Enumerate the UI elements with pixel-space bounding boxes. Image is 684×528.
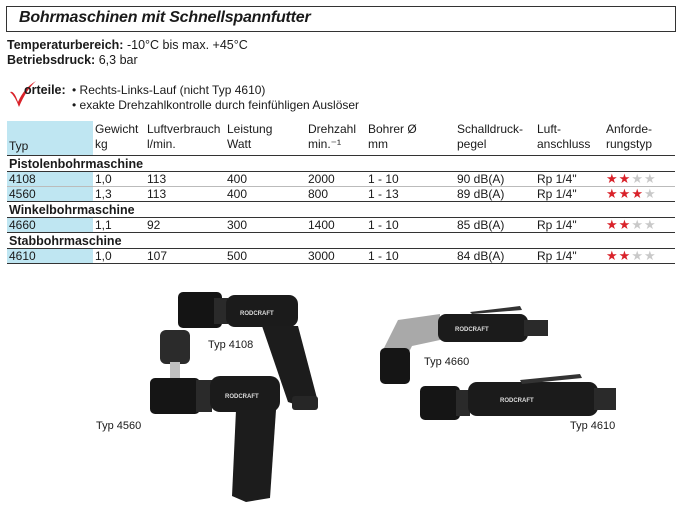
drill-4610-image	[420, 374, 616, 420]
brand-logo-4660: RODCRAFT	[455, 327, 489, 333]
table-row	[7, 172, 675, 187]
header-bohrer: Bohrer Ø mm	[366, 121, 455, 156]
drill-4560-image	[150, 330, 280, 502]
star-icon: ★	[606, 171, 619, 186]
table-row	[7, 249, 675, 264]
pressure-label: Betriebsdruck:	[7, 53, 96, 67]
cell-anschluss: Rp 1/4"	[535, 187, 604, 202]
cell-anschluss: Rp 1/4"	[535, 218, 604, 233]
cell-gewicht: 1,1	[93, 218, 145, 233]
header-schalldruck: Schalldruck- pegel	[455, 121, 535, 156]
cell-typ: 4560	[7, 187, 93, 202]
label-typ-4560: Typ 4560	[96, 420, 142, 432]
category-row	[7, 156, 675, 172]
cell-leistung: 400	[225, 187, 306, 202]
cell-luft: 113	[145, 187, 225, 202]
label-typ-4610: Typ 4610	[570, 420, 616, 432]
cell-bohrer: 1 - 10	[366, 218, 455, 233]
cell-gewicht: 1,0	[93, 249, 145, 264]
title-box	[6, 6, 676, 32]
star-icon: ★	[606, 186, 619, 201]
vorteile-item: • exakte Drehzahlkontrolle durch feinfühligen Auslöser	[72, 98, 360, 112]
rating-stars	[604, 249, 675, 264]
cell-drehzahl: 3000	[306, 249, 366, 264]
star-icon: ★	[618, 186, 632, 201]
cell-typ: 4610	[7, 249, 93, 264]
star-icon: ★	[643, 248, 657, 263]
star-icon: ★	[631, 186, 644, 201]
cell-typ: 4108	[7, 172, 93, 187]
pressure-spec	[7, 53, 138, 67]
cell-anschluss: Rp 1/4"	[535, 172, 604, 187]
table-row	[7, 187, 675, 202]
header-anforderungstyp: Anforde- rungstyp	[604, 121, 675, 156]
cell-drehzahl: 2000	[306, 172, 366, 187]
vorteile-list	[72, 83, 359, 113]
cell-gewicht: 1,0	[93, 172, 145, 187]
star-icon: ★	[618, 171, 632, 186]
brand-logo-4610: RODCRAFT	[500, 398, 534, 404]
cell-luft: 107	[145, 249, 225, 264]
label-typ-4108: Typ 4108	[208, 339, 254, 351]
tool-images	[0, 290, 684, 528]
drill-4660-image	[380, 306, 548, 384]
product-table	[7, 121, 675, 264]
category-label: Stabbohrmaschine	[7, 233, 675, 249]
header-gewicht: Gewicht kg	[93, 121, 145, 156]
star-icon: ★	[643, 186, 657, 201]
cell-luft: 113	[145, 172, 225, 187]
cell-schall: 84 dB(A)	[455, 249, 535, 264]
table-header-row	[7, 121, 675, 156]
cell-anschluss: Rp 1/4"	[535, 249, 604, 264]
star-icon: ★	[606, 248, 619, 263]
cell-schall: 89 dB(A)	[455, 187, 535, 202]
page-title: Bohrmaschinen mit Schnellspannfutter	[19, 9, 311, 26]
header-leistung: Leistung Watt	[225, 121, 306, 156]
star-icon: ★	[643, 217, 657, 232]
rating-stars	[604, 172, 675, 187]
cell-leistung: 400	[225, 172, 306, 187]
cell-gewicht: 1,3	[93, 187, 145, 202]
cell-leistung: 500	[225, 249, 306, 264]
temperature-value: -10°C bis max. +45°C	[126, 38, 248, 52]
pressure-value: 6,3 bar	[98, 53, 138, 67]
category-row	[7, 233, 675, 249]
header-drehzahl: Drehzahl min.⁻¹	[306, 121, 366, 156]
temperature-label: Temperaturbereich:	[7, 38, 124, 52]
category-label: Winkelbohrmaschine	[7, 202, 675, 218]
label-typ-4660: Typ 4660	[424, 356, 470, 368]
star-icon: ★	[618, 248, 632, 263]
brand-logo-4560: RODCRAFT	[225, 394, 259, 400]
cell-bohrer: 1 - 10	[366, 172, 455, 187]
star-icon: ★	[643, 171, 657, 186]
star-icon: ★	[618, 217, 632, 232]
cell-drehzahl: 800	[306, 187, 366, 202]
rating-stars	[604, 187, 675, 202]
vorteile-label: orteile:	[24, 83, 66, 97]
cell-schall: 85 dB(A)	[455, 218, 535, 233]
brand-logo-4108: RODCRAFT	[240, 311, 274, 317]
cell-leistung: 300	[225, 218, 306, 233]
rating-stars	[604, 218, 675, 233]
table-row	[7, 218, 675, 233]
header-typ: Typ	[7, 121, 93, 156]
cell-bohrer: 1 - 10	[366, 249, 455, 264]
star-icon: ★	[631, 248, 644, 263]
cell-drehzahl: 1400	[306, 218, 366, 233]
temperature-spec	[7, 38, 248, 52]
vorteile-item: • Rechts-Links-Lauf (nicht Typ 4610)	[72, 83, 266, 97]
cell-bohrer: 1 - 13	[366, 187, 455, 202]
cell-luft: 92	[145, 218, 225, 233]
header-luftanschluss: Luft- anschluss	[535, 121, 604, 156]
cell-schall: 90 dB(A)	[455, 172, 535, 187]
star-icon: ★	[606, 217, 619, 232]
star-icon: ★	[631, 171, 644, 186]
category-label: Pistolenbohrmaschine	[7, 156, 675, 172]
cell-typ: 4660	[7, 218, 93, 233]
star-icon: ★	[631, 217, 644, 232]
category-row	[7, 202, 675, 218]
header-luftverbrauch: Luftverbrauch l/min.	[145, 121, 225, 156]
